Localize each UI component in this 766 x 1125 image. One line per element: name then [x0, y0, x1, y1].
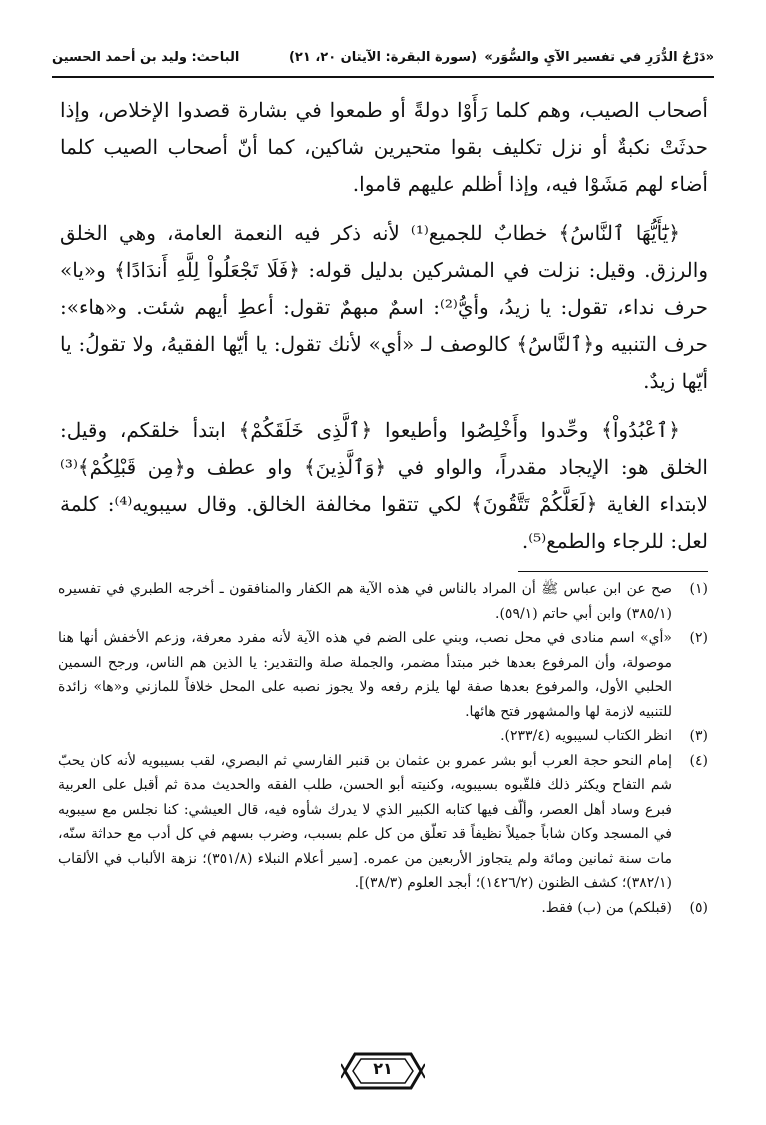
footnote-line: «أي» اسم منادى في محل نصب، وبني على الضم في هذه الآية لأنه مفرد معرفة،	[185, 630, 672, 646]
text-line: ﴿ٱعْبُدُواْ﴾ وحِّدوا وأَخْلِصُوا وأطيعوا ﴿ٱلَّذِى خَلَقَكُمْ﴾ ابتدأ خلقكم،	[107, 418, 680, 442]
footnote-line: وزعم الأخفش أنها هنا موصولة، وأن المرفوع بعدها خبر مبتدأ مضمر، والجملة صلة	[58, 630, 672, 671]
footnote-line: يلزم رفعه ولا يجوز نصبه على المحل خلافاً للمازني و«ها» زائدة للتنبيه لازمة لها	[58, 679, 672, 720]
text-line: أصحاب الصيب كلما أضاء لهم مَشَوْا فيه، وإذا أظلم عليهم قاموا.	[60, 135, 708, 196]
text-line: أَندَادًا﴾ و«يا» حرف نداء، تقول: يا زيدُ، وأيُّ⁽²⁾: اسمٌ مبهمٌ تقول: أعطِ	[60, 258, 708, 319]
text-line: قَبْلِكُمْ﴾⁽³⁾ لابتداء الغاية ﴿لَعَلَّكُمْ تَتَّقُونَ﴾ لكي تتقوا مخالفة الخالق. وقال	[60, 455, 708, 516]
text-line: أيهم شئت. و«هاء»: حرف التنبيه و﴿ٱلنَّاسُ﴾ كالوصف لـ «أي» لأنك تقول:	[60, 295, 708, 356]
footnote-separator	[518, 571, 708, 572]
paragraph-3	[60, 412, 708, 560]
footnote-line: بسيبويه لأنه كان يحبّ شم التفاح ويكثر ذلك فلقّبوه بسيبويه، وكنيته أبو الحسن، طلب	[58, 752, 672, 793]
page-number: ٢١	[373, 1059, 393, 1078]
page-number-ornament	[341, 1050, 425, 1092]
footnote-number: (٥)	[689, 899, 708, 916]
paragraph-2	[60, 215, 708, 400]
footnote-text	[58, 896, 672, 921]
footnotes	[58, 577, 708, 920]
footnote-line: إمام النحو حجة العرب أبو بشر عمرو بن عثمان بن قنبر الفارسي ثم البصري، لقب	[184, 752, 672, 769]
footnote-line: (قبلكم) من (ب) فقط.	[541, 899, 672, 916]
text-line: ﴿يَٰٓأَيُّهَا ٱلنَّاسُ﴾ خطابٌ للجميع⁽¹⁾ لأنه ذكر فيه النعمة العامة، وهي	[107, 221, 680, 245]
running-header	[52, 40, 714, 76]
text-line: الخلق والرزق. وقيل: نزلت في المشركين بدليل قوله: ﴿فَلَا تَجْعَلُواْ لِلَّهِ	[60, 221, 708, 282]
footnote-5	[58, 896, 708, 921]
footnote-line: [سير أعلام النبلاء (٣٥١/٨)؛ نزهة الألباب في الألقاب (٣٨٢/١)؛ كشف الظنون	[58, 850, 672, 891]
footnote-4	[58, 749, 708, 896]
header-rule	[52, 76, 714, 78]
footnote-line: أخرجه الطبري في تفسيره (٣٨٥/١) وابن أبي حاتم (٥٩/١).	[58, 581, 672, 622]
text-line: الإخلاص، وإذا حدثَتْ نكبةٌ أو نزل تكليف بقوا متحيرين شاكين، كما أنّ	[60, 98, 708, 159]
paragraph-1	[60, 92, 708, 203]
footnote-2	[58, 626, 708, 724]
text-line: سيبويه⁽⁴⁾: كلمة لعل: للرجاء والطمع⁽⁵⁾.	[60, 492, 708, 553]
footnote-line: انظر الكتاب لسيبويه (٢٣٣/٤).	[500, 728, 672, 744]
text-line: وقيل: الخلق هو: الإيجاد مقدراً، والواو في ﴿وَٱلَّذِينَ﴾ واو عطف و﴿مِن	[60, 418, 708, 479]
footnote-number: (٤)	[689, 752, 708, 769]
main-text	[60, 92, 708, 572]
text-line: يا أيّها الفقيهُ، ولا تقولُ: يا أيّها زيدٌ.	[60, 332, 708, 393]
header-author: الباحث: وليد بن أحمد الحسين	[52, 50, 240, 65]
footnote-line: شاباً جميلاً نظيفاً قد تعلّق من كل علم بسبب، وضرب بسهم في كل أدب مع حداثة	[85, 826, 566, 842]
footnote-line: والتقدير: يا الذين هم الناس، ورجح السمين الحلبي الأول، والمرفوع بعدها صفة لها	[58, 654, 672, 695]
footnote-line: الفقه والحديث مدة ثم أقبل على العربية فبرع وساد أهل العصر، وألّف فيها كتابه	[58, 777, 672, 818]
footnote-line: صح عن ابن عباس ﷺ أن المراد بالناس في هذه الآية هم الكفار والمنافقون ـ	[214, 581, 672, 597]
footnote-1	[58, 577, 708, 626]
footnote-number: (٢)	[689, 630, 708, 646]
footnote-number: (٣)	[689, 728, 708, 744]
footnote-text	[58, 626, 672, 724]
footnote-line: (١٤٢٦/٢)؛ أبجد العلوم (٣٨/٣)].	[354, 875, 534, 891]
header-book-title: «دَرْجُ الدُّرَرِ في تفسير الآيِ والسُّوَر»	[484, 50, 714, 65]
footnote-text	[58, 577, 672, 626]
footnote-text	[58, 749, 672, 896]
footnote-text	[58, 724, 672, 749]
footnote-line: الكبير الذي لا يدرك شأوه فيه، قال العيشي: كنا نجلس مع سيبويه في المسجد وكان	[58, 801, 672, 842]
footnote-number: (١)	[689, 581, 708, 597]
footnote-line: والمشهور فتح هائها.	[465, 703, 581, 720]
footnote-3	[58, 724, 708, 749]
text-line: أصحاب الصيب، وهم كلما رَأَوْا دولةً أو طمعوا في بشارة قصدوا	[169, 98, 708, 122]
header-surah-reference: (سورة البقرة: الآيتان ٢٠، ٢١)	[288, 50, 478, 65]
footnote-line: سنّه، مات سنة ثمانين ومائة ولم يتجاوز الأربعين من عمره.	[58, 826, 672, 867]
